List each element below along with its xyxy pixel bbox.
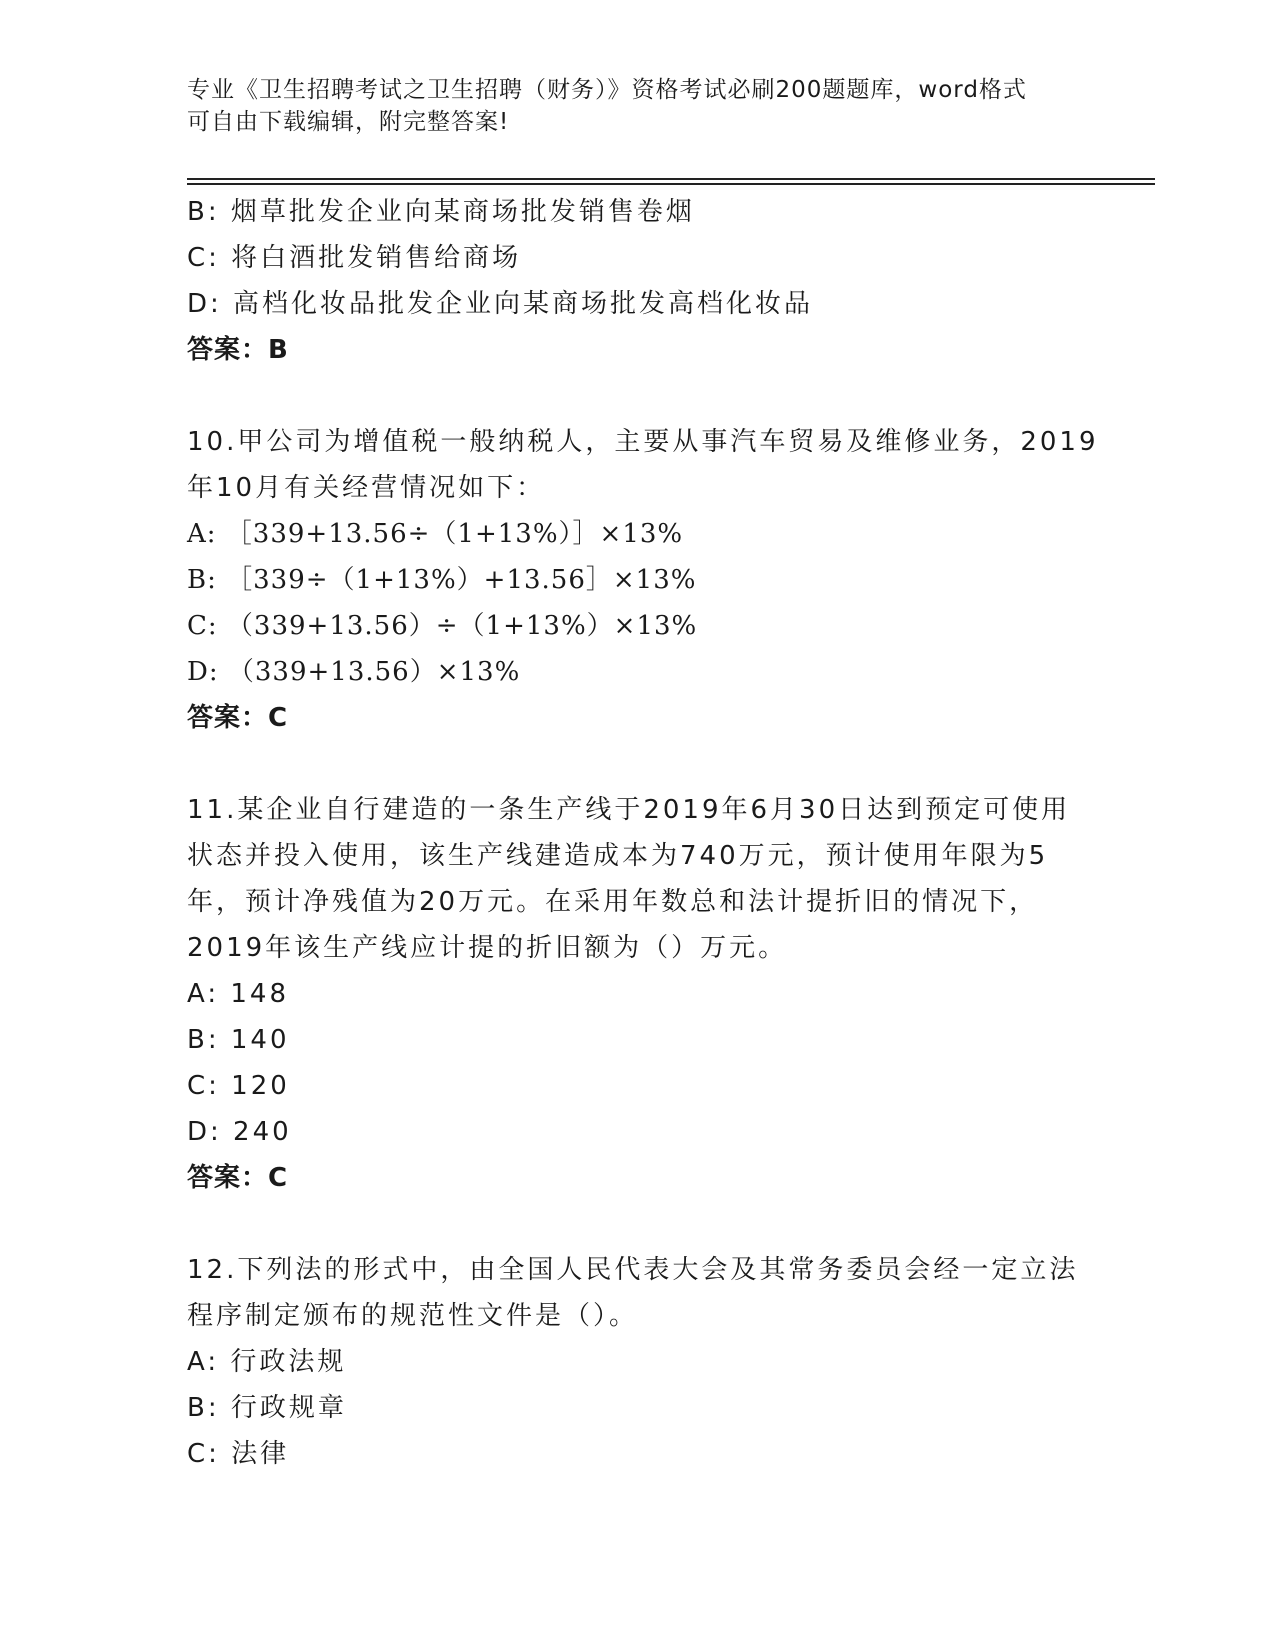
answer: 答案：C bbox=[187, 703, 289, 733]
header-divider-bottom bbox=[187, 183, 1155, 185]
question-stem: 12.下列法的形式中，由全国人民代表大会及其常务委员会经一定立法 bbox=[187, 1255, 1079, 1285]
option-c: C: 120 bbox=[187, 1071, 290, 1101]
option-c: C: 法律 bbox=[187, 1439, 290, 1469]
question-stem: 年10月有关经营情况如下： bbox=[187, 473, 546, 503]
option-d: D: 240 bbox=[187, 1117, 292, 1147]
option-c: C: 将白酒批发销售给商场 bbox=[187, 243, 522, 273]
question-10 bbox=[187, 419, 1099, 741]
question-9-continued bbox=[187, 189, 1087, 373]
option-b: B: 行政规章 bbox=[187, 1393, 347, 1423]
question-list bbox=[187, 189, 1099, 1477]
question-11 bbox=[187, 787, 1087, 1201]
option-b: B: 140 bbox=[187, 1025, 290, 1055]
option-d: D: 高档化妆品批发企业向某商场批发高档化妆品 bbox=[187, 289, 814, 319]
option-b: B: 烟草批发企业向某商场批发销售卷烟 bbox=[187, 197, 695, 227]
option-c: C: （339+13.56）÷（1+13%）×13% bbox=[187, 611, 698, 641]
question-12 bbox=[187, 1247, 1087, 1477]
question-stem: 2019年该生产线应计提的折旧额为（）万元。 bbox=[187, 933, 788, 963]
option-a: A: 148 bbox=[187, 979, 289, 1009]
answer: 答案：C bbox=[187, 1163, 289, 1193]
header-line-2: 可自由下载编辑，附完整答案! bbox=[187, 109, 510, 135]
option-a: A: 行政法规 bbox=[187, 1347, 347, 1377]
question-stem: 11.某企业自行建造的一条生产线于2019年6月30日达到预定可使用 bbox=[187, 795, 1071, 825]
option-d: D: （339+13.56）×13% bbox=[187, 657, 521, 687]
question-stem: 年，预计净残值为20万元。在采用年数总和法计提折旧的情况下， bbox=[187, 887, 1039, 917]
option-b: B: ［339÷（1+13%）+13.56］×13% bbox=[187, 565, 697, 595]
option-a: A: ［339+13.56÷（1+13%）］×13% bbox=[187, 519, 684, 549]
header-line-1: 专业《卫生招聘考试之卫生招聘（财务）》资格考试必刷200题题库，word格式 bbox=[187, 77, 1027, 103]
document-header bbox=[187, 74, 1087, 138]
question-stem: 程序制定颁布的规范性文件是（）。 bbox=[187, 1301, 639, 1331]
header-divider-top bbox=[187, 178, 1155, 180]
question-stem: 10.甲公司为增值税一般纳税人，主要从事汽车贸易及维修业务，2019 bbox=[187, 427, 1099, 457]
answer: 答案：B bbox=[187, 335, 289, 365]
question-stem: 状态并投入使用，该生产线建造成本为740万元，预计使用年限为5 bbox=[187, 841, 1049, 871]
